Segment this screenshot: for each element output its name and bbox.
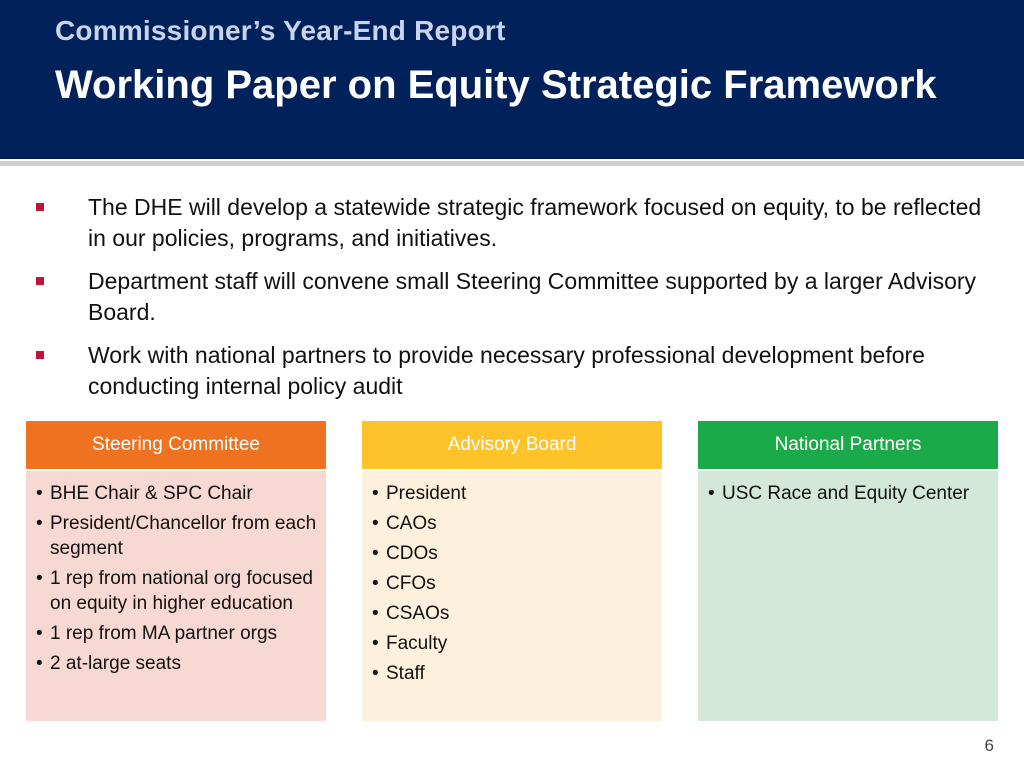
bullet-item bbox=[30, 340, 1000, 402]
bullet-list bbox=[30, 192, 1000, 414]
list-item-text: BHE Chair & SPC Chair bbox=[50, 483, 253, 504]
bullet-dot-icon: • bbox=[36, 653, 43, 674]
list-item-text: CSAOs bbox=[386, 603, 450, 624]
list-item-text: USC Race and Equity Center bbox=[722, 483, 970, 504]
list-item-text: Staff bbox=[386, 663, 425, 684]
list-item bbox=[36, 621, 318, 646]
box-body bbox=[698, 471, 998, 721]
list-item bbox=[372, 631, 654, 656]
list-item-text: 2 at-large seats bbox=[50, 653, 181, 674]
bullet-dot-icon: • bbox=[708, 483, 715, 504]
list-item bbox=[36, 511, 318, 561]
slide-title: Working Paper on Equity Strategic Framework bbox=[55, 63, 937, 107]
list-item bbox=[372, 571, 654, 596]
report-subtitle: Commissioner’s Year-End Report bbox=[55, 15, 506, 46]
bullet-dot-icon: • bbox=[372, 543, 379, 564]
bullet-text: The DHE will develop a statewide strategic framework focused on equity, to be reflected in our policies, programs, and initiatives. bbox=[88, 194, 982, 251]
bullet-dot-icon: • bbox=[372, 573, 379, 594]
list-item bbox=[372, 601, 654, 626]
bullet-text: Work with national partners to provide necessary professional development before conducting internal policy audit bbox=[88, 342, 925, 399]
list-item-text: President/Chancellor from each segment bbox=[50, 513, 317, 559]
box-heading: Steering Committee bbox=[26, 421, 326, 469]
list-item-text: CFOs bbox=[386, 573, 436, 594]
list-item-text: Faculty bbox=[386, 633, 448, 654]
box-body bbox=[362, 471, 662, 721]
list-item bbox=[708, 481, 990, 506]
bullet-dot-icon: • bbox=[36, 623, 43, 644]
bullet-dot-icon: • bbox=[36, 513, 43, 534]
list-item bbox=[36, 651, 318, 676]
list-item bbox=[372, 511, 654, 536]
list-item bbox=[372, 541, 654, 566]
list-item-text: CAOs bbox=[386, 513, 437, 534]
bullet-dot-icon: • bbox=[372, 603, 379, 624]
bullet-text: Department staff will convene small Steering Committee supported by a larger Advisory Board. bbox=[88, 268, 977, 325]
header-divider bbox=[0, 159, 1024, 166]
bullet-dot-icon: • bbox=[36, 568, 43, 589]
header-band bbox=[0, 0, 1024, 159]
bullet-dot-icon: • bbox=[372, 663, 379, 684]
box-heading: National Partners bbox=[698, 421, 998, 469]
steering-committee-box bbox=[26, 421, 326, 719]
list-item-text: President bbox=[386, 483, 467, 504]
national-partners-box bbox=[698, 421, 998, 719]
square-bullet-icon bbox=[36, 277, 44, 285]
advisory-board-box bbox=[362, 421, 662, 719]
bullet-item bbox=[30, 266, 1000, 328]
bullet-item bbox=[30, 192, 1000, 254]
square-bullet-icon bbox=[36, 203, 44, 211]
bullet-dot-icon: • bbox=[372, 513, 379, 534]
square-bullet-icon bbox=[36, 351, 44, 359]
bullet-dot-icon: • bbox=[372, 633, 379, 654]
bullet-dot-icon: • bbox=[36, 483, 43, 504]
list-item-text: 1 rep from MA partner orgs bbox=[50, 623, 278, 644]
page-number: 6 bbox=[984, 736, 994, 755]
list-item bbox=[372, 481, 654, 506]
bullet-dot-icon: • bbox=[372, 483, 379, 504]
list-item bbox=[36, 566, 318, 616]
list-item-text: 1 rep from national org focused on equity in higher education bbox=[50, 568, 313, 614]
list-item-text: CDOs bbox=[386, 543, 438, 564]
list-item bbox=[36, 481, 318, 506]
list-item bbox=[372, 661, 654, 686]
box-heading: Advisory Board bbox=[362, 421, 662, 469]
box-body bbox=[26, 471, 326, 721]
